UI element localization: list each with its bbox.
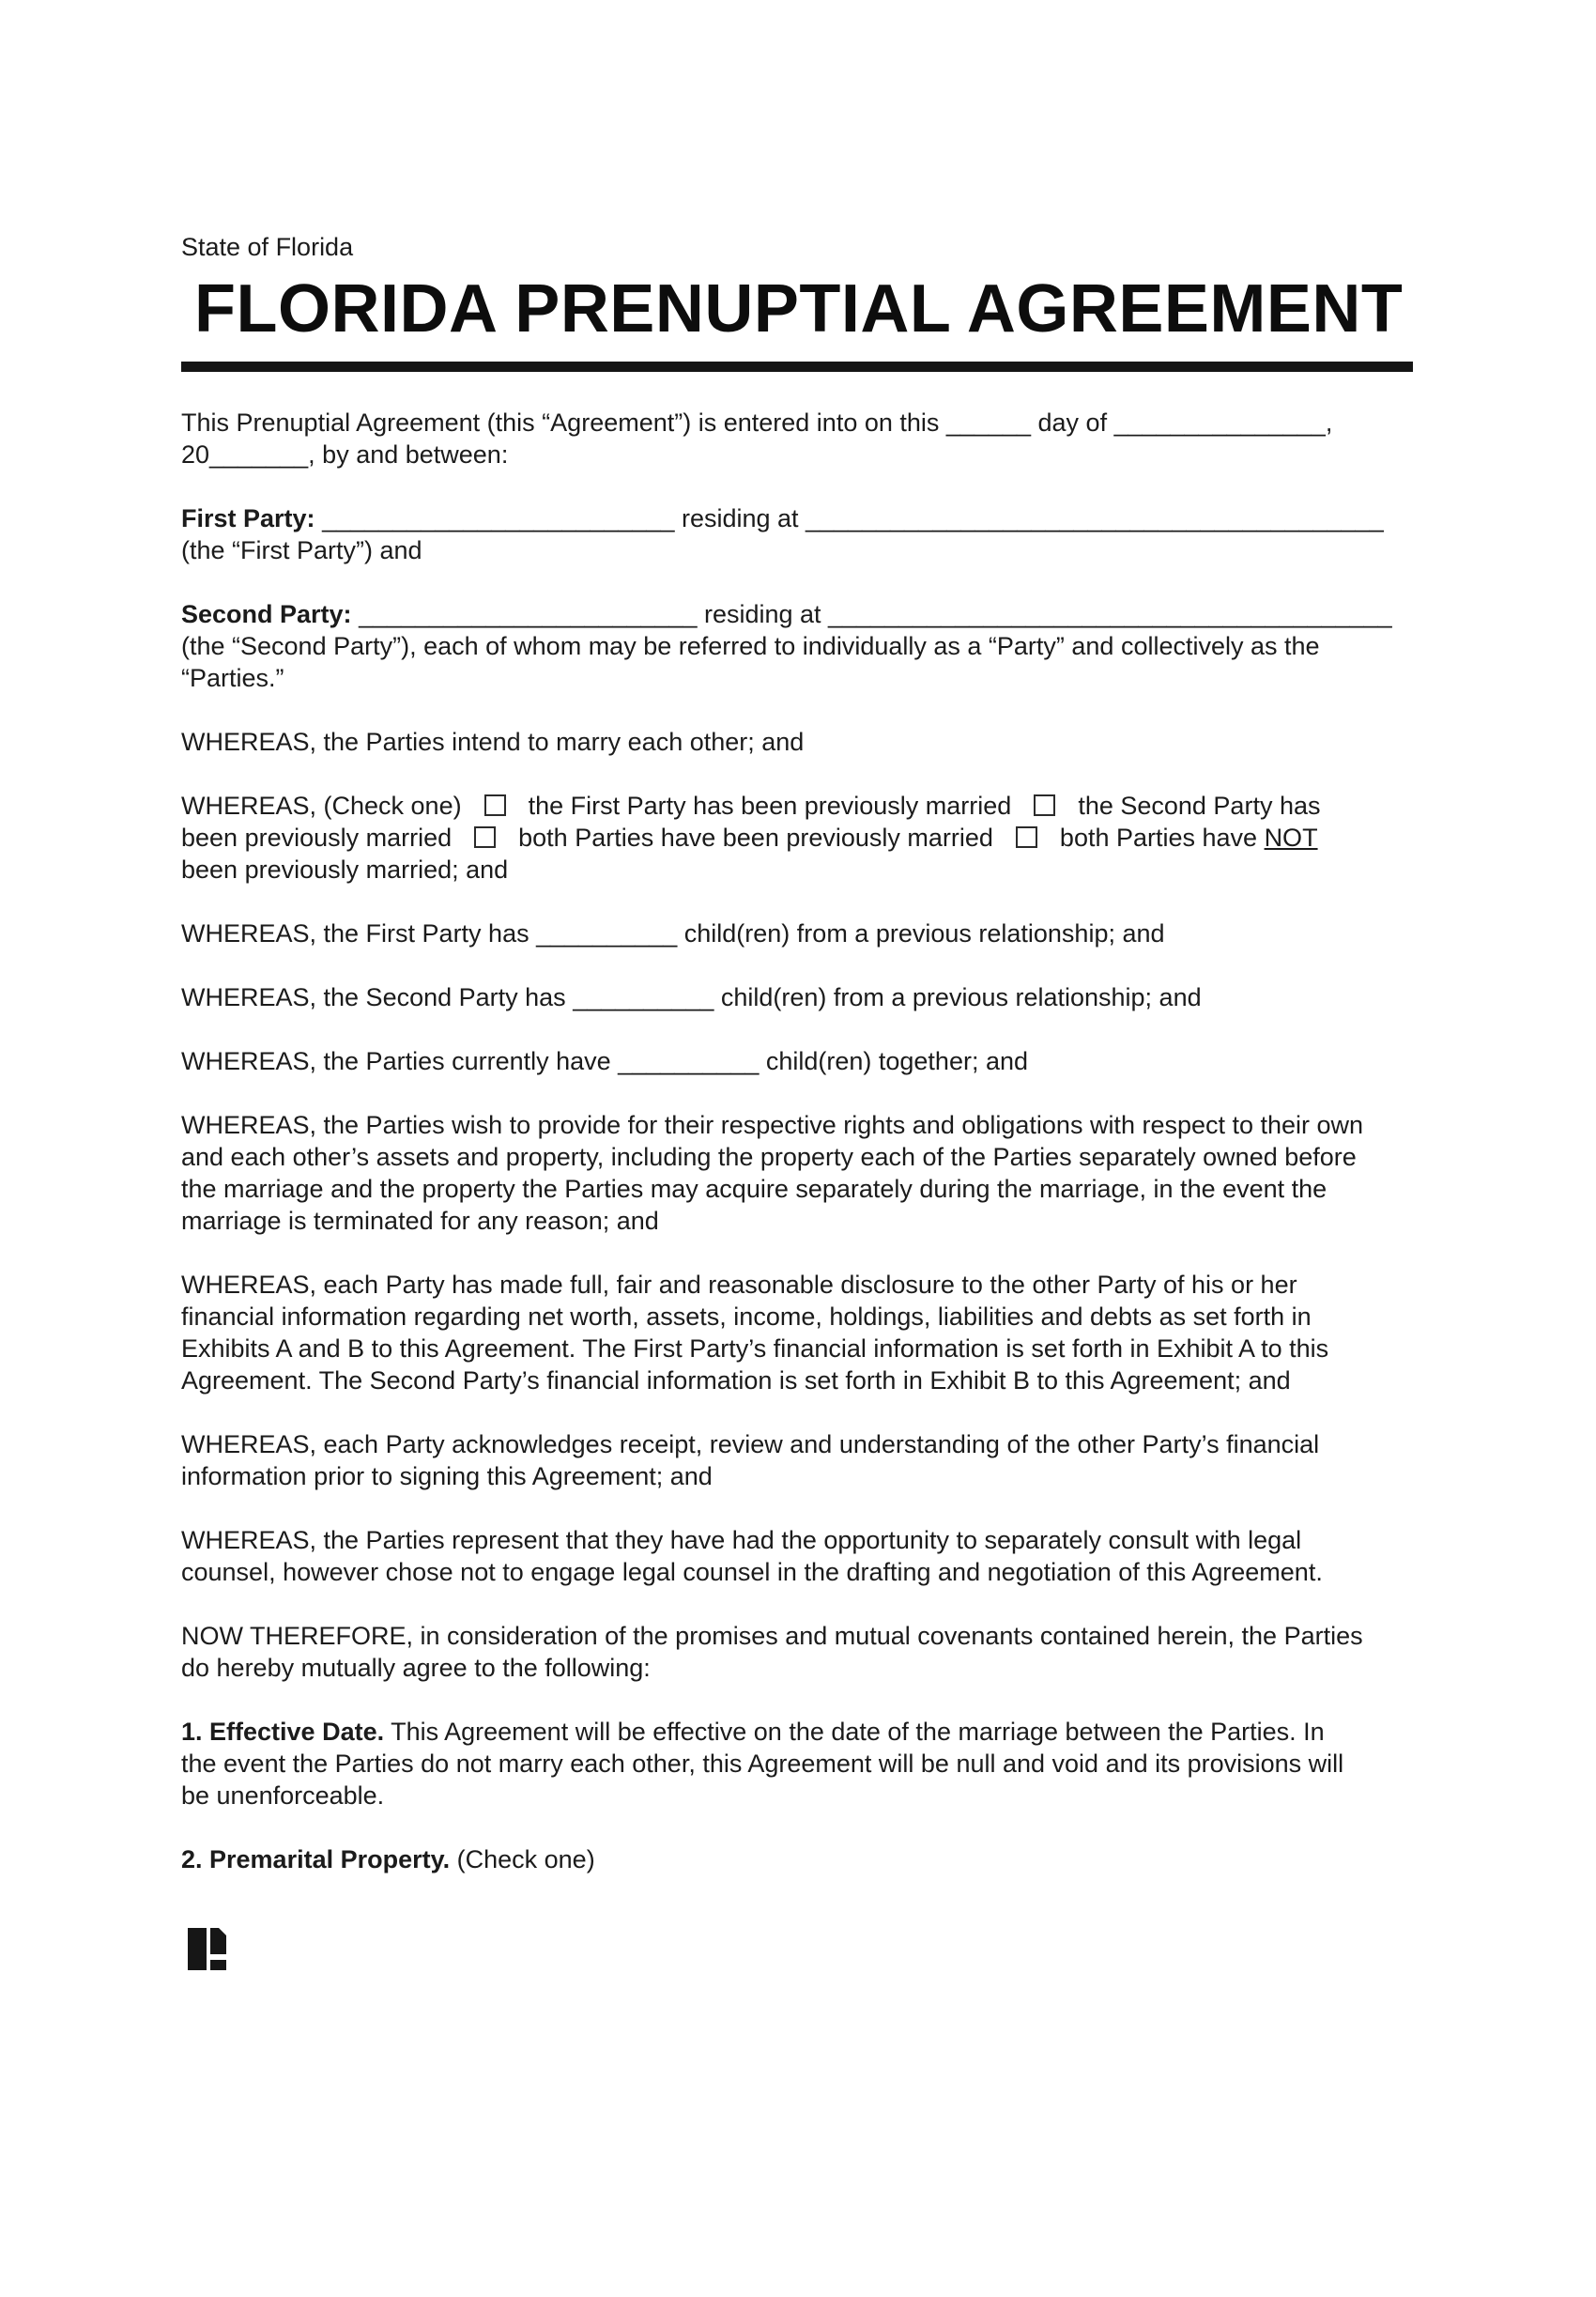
- text-run: 2. Premarital Property.: [181, 1845, 451, 1873]
- text-run: been previously married; and: [181, 856, 509, 884]
- paragraph-now-therefore: [181, 1620, 1420, 1684]
- paragraph-whereas-second-party-children: [181, 981, 1420, 1013]
- text-run: WHEREAS, the Parties represent that they have had the opportunity to separately consult with legal: [181, 1526, 1302, 1554]
- paragraph-whereas-financial-disclosure: [181, 1269, 1420, 1396]
- text-run: This Prenuptial Agreement (this “Agreement”) is entered into on this: [181, 409, 946, 437]
- text-run: WHEREAS, the Second Party has: [181, 983, 574, 1011]
- text-run: WHEREAS, each Party has made full, fair and reasonable disclosure to the other Party of his or her: [181, 1271, 1297, 1299]
- text-run: day of: [1031, 409, 1114, 437]
- text-run: WHEREAS, the First Party has: [181, 919, 537, 948]
- text-run: residing at: [697, 600, 829, 628]
- blank-field[interactable]: __________: [618, 1047, 760, 1075]
- blank-field[interactable]: ________________________: [359, 600, 698, 628]
- paragraph-intro: [181, 407, 1420, 470]
- paragraph-whereas-legal-counsel: [181, 1524, 1420, 1588]
- blank-field[interactable]: ________________________________________: [828, 600, 1392, 628]
- text-run: both Parties have been previously married: [518, 824, 993, 852]
- blank-field[interactable]: _________________________________________: [806, 504, 1384, 532]
- paragraph-first-party: [181, 502, 1420, 566]
- text-run: the event the Parties do not marry each other, this Agreement will be null and void and its provisions will: [181, 1750, 1344, 1778]
- blank-field[interactable]: __________: [573, 983, 714, 1011]
- paragraph-whereas-acknowledges-receipt: [181, 1428, 1420, 1492]
- text-run: (Check one): [450, 1845, 595, 1873]
- text-run: WHEREAS, the Parties wish to provide for their respective rights and obligations with respect to their own: [181, 1111, 1364, 1139]
- logo-icon: [188, 1928, 227, 1970]
- text-run: the marriage and the property the Parties may acquire separately during the marriage, in the event the: [181, 1175, 1327, 1203]
- text-run: child(ren) from a previous relationship; and: [714, 983, 1202, 1011]
- document-page: [181, 231, 1420, 1970]
- text-run: [352, 600, 360, 628]
- text-run: the First Party has been previously married: [528, 792, 1012, 820]
- blank-field[interactable]: _______: [209, 440, 309, 469]
- section-2-premarital-property: [181, 1843, 1420, 1875]
- text-run: NOT: [1264, 824, 1318, 852]
- text-run: counsel, however chose not to engage legal counsel in the drafting and negotiation of this Agreement.: [181, 1558, 1323, 1586]
- text-run: been previously married: [181, 824, 453, 852]
- blank-field[interactable]: __________: [536, 919, 678, 948]
- title-underline-rule: [181, 362, 1413, 372]
- text-run: 1. Effective Date.: [181, 1718, 385, 1746]
- paragraph-whereas-previous-marriage-check-one: [181, 790, 1420, 886]
- text-run: WHEREAS, each Party acknowledges receipt, review and understanding of the other Party’s financial: [181, 1430, 1320, 1458]
- text-run: “Parties.”: [181, 664, 284, 692]
- text-run: This Agreement will be effective on the date of the marriage between the Parties. In: [384, 1718, 1325, 1746]
- text-run: financial information regarding net worth, assets, income, holdings, liabilities and debts as set forth in: [181, 1303, 1312, 1331]
- checkbox-icon[interactable]: [1016, 826, 1037, 848]
- text-run: and each other’s assets and property, including the property each of the Parties separately owned before: [181, 1143, 1357, 1171]
- text-run: ,: [1325, 409, 1333, 437]
- text-run: NOW THEREFORE, in consideration of the promises and mutual covenants contained herein, the Parties: [181, 1622, 1363, 1650]
- text-run: both Parties have: [1059, 824, 1265, 852]
- state-label: State of Florida: [181, 233, 354, 261]
- text-run: [315, 504, 323, 532]
- legal-templates-logo: [188, 1928, 1420, 1970]
- checkbox-icon[interactable]: [474, 826, 496, 848]
- checkbox-icon[interactable]: [1034, 794, 1055, 816]
- text-run: (the “First Party”) and: [181, 536, 422, 564]
- text-run: do hereby mutually agree to the following:: [181, 1654, 651, 1682]
- text-run: the Second Party has: [1078, 792, 1321, 820]
- text-run: WHEREAS, the Parties currently have: [181, 1047, 619, 1075]
- text-run: be unenforceable.: [181, 1781, 385, 1810]
- text-run: child(ren) together; and: [759, 1047, 1029, 1075]
- paragraph-whereas-first-party-children: [181, 917, 1420, 949]
- section-1-effective-date: [181, 1716, 1420, 1811]
- blank-field[interactable]: ______: [945, 409, 1032, 437]
- text-run: information prior to signing this Agreement; and: [181, 1462, 713, 1490]
- text-run: , by and between:: [308, 440, 509, 469]
- text-run: First Party:: [181, 504, 315, 532]
- text-run: Exhibits A and B to this Agreement. The First Party’s financial information is set forth in Exhibit A to this: [181, 1334, 1329, 1363]
- page-title: FLORIDA PRENUPTIAL AGREEMENT: [194, 271, 1404, 347]
- text-run: WHEREAS, (Check one): [181, 792, 462, 820]
- checkbox-icon[interactable]: [484, 794, 506, 816]
- text-run: Second Party:: [181, 600, 352, 628]
- text-run: marriage is terminated for any reason; and: [181, 1207, 659, 1235]
- blank-field[interactable]: _________________________: [322, 504, 675, 532]
- text-run: Agreement. The Second Party’s financial information is set forth in Exhibit B to this Agreement; and: [181, 1366, 1291, 1395]
- text-run: (the “Second Party”), each of whom may be referred to individually as a “Party” and collectively as the: [181, 632, 1320, 660]
- paragraph-whereas-children-together: [181, 1045, 1420, 1077]
- text-run: 20: [181, 440, 210, 469]
- blank-field[interactable]: _______________: [1113, 409, 1326, 437]
- text-run: WHEREAS, the Parties intend to marry each other; and: [181, 728, 805, 756]
- text-run: child(ren) from a previous relationship; and: [677, 919, 1165, 948]
- paragraph-whereas-intend-to-marry: [181, 726, 1420, 758]
- text-run: residing at: [674, 504, 806, 532]
- paragraph-whereas-rights-and-obligations: [181, 1109, 1420, 1237]
- paragraph-second-party: [181, 598, 1420, 694]
